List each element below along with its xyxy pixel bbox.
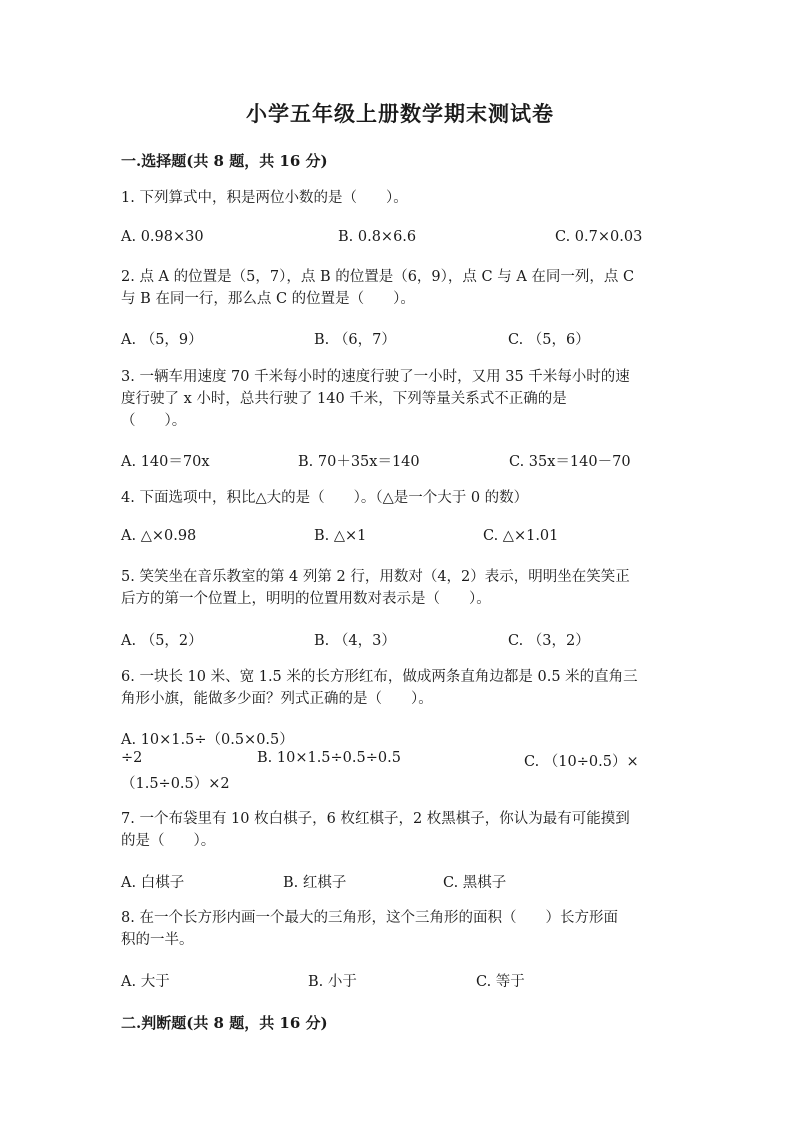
question-text-line: 1. 下列算式中，积是两位小数的是（ ）。 — [121, 190, 408, 206]
option-c: C. 等于 — [476, 974, 525, 990]
question-6 — [121, 666, 681, 710]
question-1 — [121, 187, 681, 209]
option-b: B. 小于 — [308, 974, 357, 990]
option-c: C. 黑棋子 — [443, 875, 507, 891]
option-c: C. 35x＝140－70 — [509, 454, 631, 470]
option-a: A. 10×1.5÷（0.5×0.5） — [121, 732, 294, 748]
option-b: B. （4，3） — [314, 633, 396, 649]
option-a: A. 140＝70x — [121, 454, 210, 470]
option-a-continued: ÷2 — [121, 750, 143, 766]
question-text-line: 与 B 在同一行，那么点 C 的位置是（ ）。 — [121, 291, 415, 307]
option-b: B. 红棋子 — [283, 875, 347, 891]
option-c: C. （5，6） — [508, 332, 590, 348]
question-text-line: 度行驶了 x 小时，总共行驶了 140 千米，下列等量关系式不正确的是 — [121, 391, 567, 407]
section-heading-true-false: 二.判断题(共 8 题，共 16 分) — [121, 1014, 328, 1032]
page-title: 小学五年级上册数学期末测试卷 — [246, 101, 554, 126]
question-text-line: 5. 笑笑坐在音乐教室的第 4 列第 2 行，用数对（4，2）表示，明明坐在笑笑正 — [121, 569, 630, 585]
question-text-line: （ ）。 — [121, 413, 187, 429]
question-4 — [121, 487, 681, 509]
option-a: A. （5，2） — [121, 633, 203, 649]
question-text-line: 积的一半。 — [121, 932, 194, 948]
option-b: B. 0.8×6.6 — [338, 229, 417, 245]
option-a: A. 白棋子 — [121, 875, 185, 891]
option-a: A. （5，9） — [121, 332, 203, 348]
question-3 — [121, 366, 681, 432]
question-text-line: 8. 在一个长方形内画一个最大的三角形，这个三角形的面积（ ）长方形面 — [121, 910, 618, 926]
question-text-line: 6. 一块长 10 米、宽 1.5 米的长方形红布，做成两条直角边都是 0.5 米的直角三 — [121, 669, 638, 685]
section-heading-multiple-choice: 一.选择题(共 8 题，共 16 分) — [121, 152, 328, 170]
question-text-line: 3. 一辆车用速度 70 千米每小时的速度行驶了一小时，又用 35 千米每小时的速 — [121, 369, 630, 385]
question-text-line: 7. 一个布袋里有 10 枚白棋子，6 枚红棋子，2 枚黑棋子，你认为最有可能摸到 — [121, 811, 630, 827]
option-c: C. （10÷0.5）× — [524, 754, 639, 770]
question-7 — [121, 808, 681, 852]
option-c-continued: （1.5÷0.5）×2 — [121, 776, 230, 792]
question-text-line: 的是（ ）。 — [121, 833, 216, 849]
option-b: B. （6，7） — [314, 332, 396, 348]
question-text-line: 2. 点 A 的位置是（5，7），点 B 的位置是（6，9），点 C 与 A 在同一列，点 C — [121, 269, 635, 285]
question-text-line: 角形小旗，能做多少面？列式正确的是（ ）。 — [121, 691, 433, 707]
option-b: B. 70＋35x＝140 — [298, 454, 420, 470]
option-b: B. 10×1.5÷0.5÷0.5 — [257, 750, 401, 766]
option-a: A. △×0.98 — [121, 528, 197, 544]
option-c: C. △×1.01 — [483, 528, 559, 544]
option-a: A. 大于 — [121, 974, 170, 990]
question-text-line: 后方的第一个位置上，明明的位置用数对表示是（ ）。 — [121, 591, 491, 607]
option-c: C. （3，2） — [508, 633, 590, 649]
option-b: B. △×1 — [314, 528, 367, 544]
question-8 — [121, 907, 681, 951]
question-text-line: 4. 下面选项中，积比△大的是（ ）。（△是一个大于 0 的数） — [121, 490, 529, 506]
question-5 — [121, 566, 681, 610]
option-a: A. 0.98×30 — [121, 229, 204, 245]
question-2 — [121, 266, 681, 310]
option-c: C. 0.7×0.03 — [555, 229, 643, 245]
